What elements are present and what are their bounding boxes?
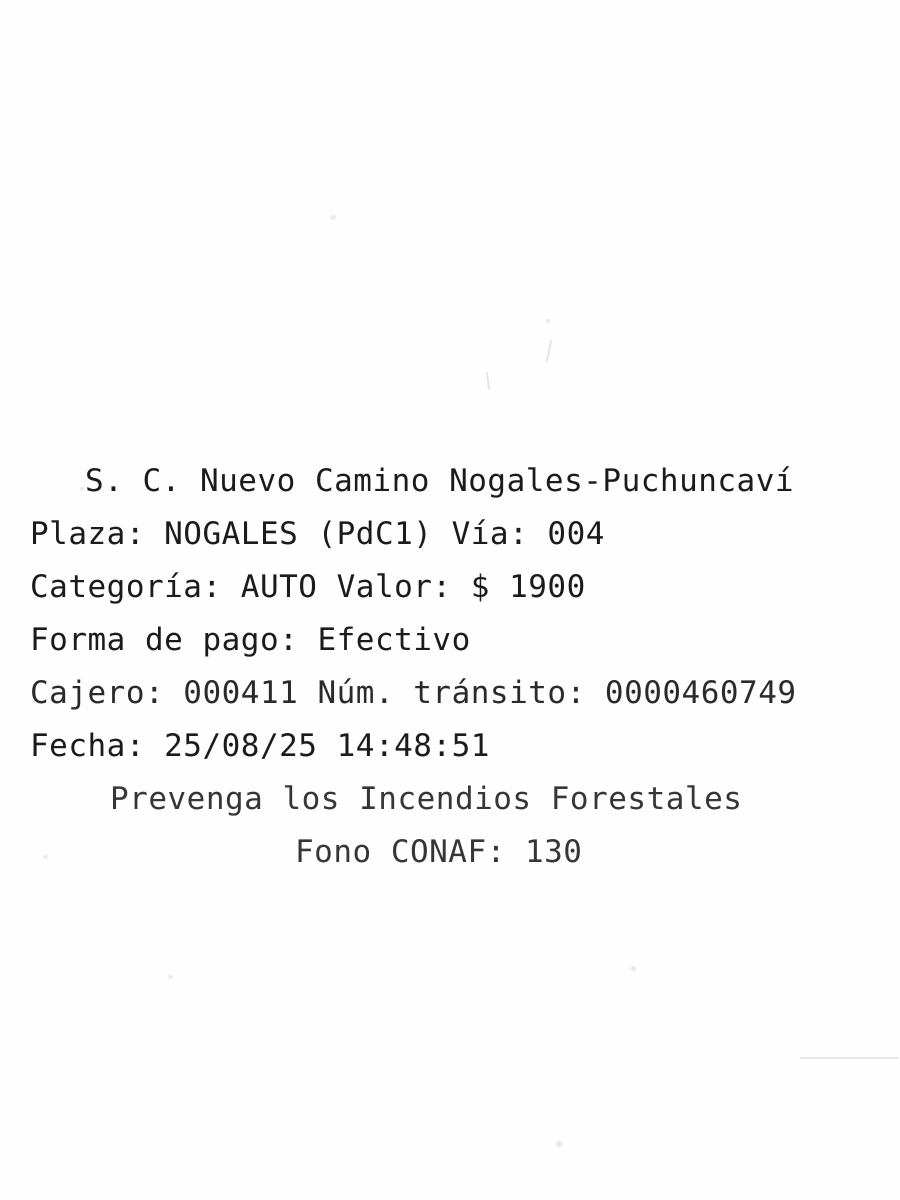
scan-streak bbox=[546, 340, 553, 362]
scan-streak bbox=[800, 1057, 898, 1059]
plaza-line: Plaza: NOGALES (PdC1) Vía: 004 bbox=[30, 516, 605, 552]
scan-speck bbox=[168, 975, 173, 979]
scan-speck bbox=[546, 319, 550, 323]
forma-pago-line: Forma de pago: Efectivo bbox=[30, 622, 471, 658]
categoria-line: Categoría: AUTO Valor: $ 1900 bbox=[30, 569, 586, 605]
receipt-header: S. C. Nuevo Camino Nogales-Puchuncaví bbox=[85, 463, 795, 499]
footer-phone: Fono CONAF: 130 bbox=[295, 834, 583, 870]
fecha-line: Fecha: 25/08/25 14:48:51 bbox=[30, 728, 490, 764]
receipt-text-block bbox=[0, 455, 900, 879]
scan-streak bbox=[486, 372, 490, 390]
scan-speck bbox=[631, 966, 636, 971]
cajero-line: Cajero: 000411 Núm. tránsito: 0000460749 bbox=[30, 675, 797, 711]
scan-speck bbox=[330, 215, 336, 220]
scan-speck bbox=[556, 1141, 562, 1147]
footer-message: Prevenga los Incendios Forestales bbox=[110, 781, 743, 817]
